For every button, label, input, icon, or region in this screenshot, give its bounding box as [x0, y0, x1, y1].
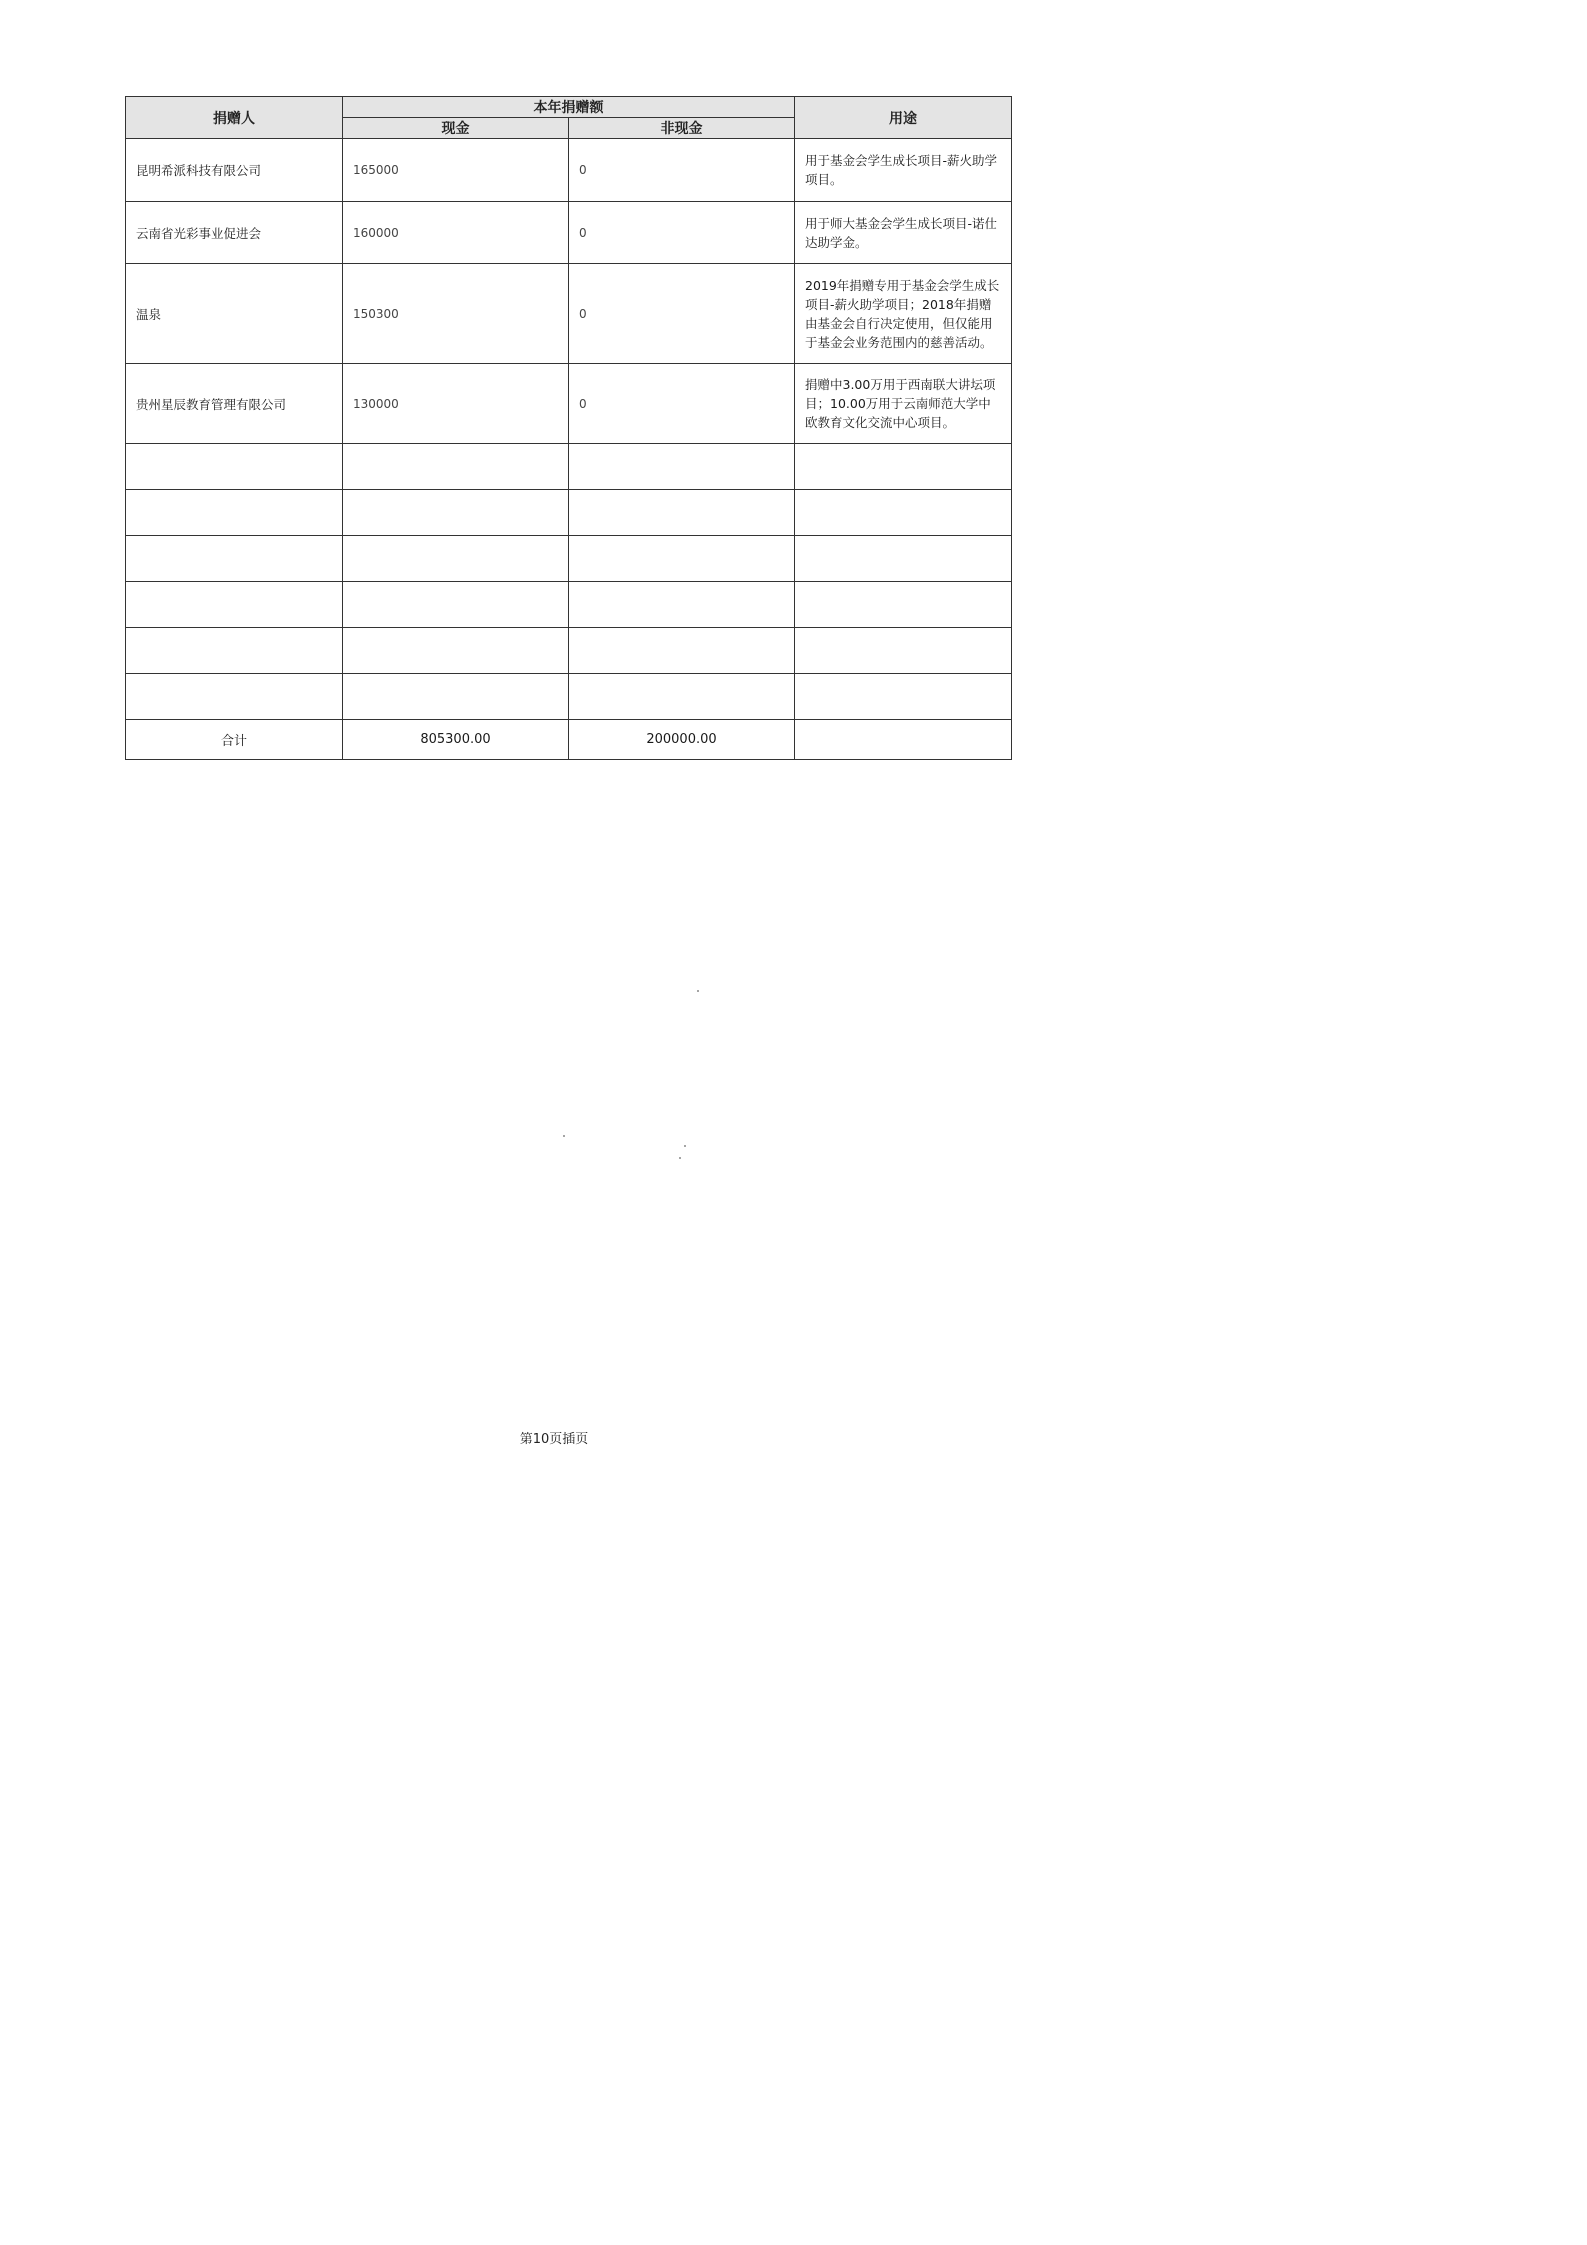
- header-usage: 用途: [795, 97, 1012, 139]
- non-cash-cell: 0: [569, 364, 795, 444]
- total-row: [126, 720, 1012, 760]
- non-cash-cell: 0: [569, 202, 795, 264]
- total-non-cash: 200000.00: [569, 720, 795, 760]
- cash-cell: 150300: [343, 264, 569, 364]
- empty-table-row: [126, 490, 1012, 536]
- non-cash-cell: 0: [569, 264, 795, 364]
- table-row: [126, 139, 1012, 202]
- document-page: [0, 0, 1108, 1568]
- scan-speck: [697, 990, 699, 992]
- donor-cell: 温泉: [126, 264, 343, 364]
- total-usage: [795, 720, 1012, 760]
- empty-table-row: [126, 444, 1012, 490]
- empty-table-row: [126, 536, 1012, 582]
- usage-cell: 用于师大基金会学生成长项目-诺仕达助学金。: [795, 202, 1012, 264]
- table-row: [126, 202, 1012, 264]
- table-row: [126, 364, 1012, 444]
- donation-table: [125, 96, 1012, 760]
- empty-table-row: [126, 628, 1012, 674]
- empty-table-row: [126, 582, 1012, 628]
- table-row: [126, 264, 1012, 364]
- scan-speck: [563, 1135, 565, 1137]
- donor-cell: 云南省光彩事业促进会: [126, 202, 343, 264]
- cash-cell: 130000: [343, 364, 569, 444]
- header-donor: 捐赠人: [126, 97, 343, 139]
- donor-cell: 昆明希派科技有限公司: [126, 139, 343, 202]
- usage-cell: 捐赠中3.00万用于西南联大讲坛项目；10.00万用于云南师范大学中欧教育文化交流中心项目。: [795, 364, 1012, 444]
- cash-cell: 160000: [343, 202, 569, 264]
- page-footer: 第10页插页: [519, 1432, 589, 1447]
- header-cash: 现金: [343, 118, 569, 139]
- usage-cell: 2019年捐赠专用于基金会学生成长项目-薪火助学项目；2018年捐赠由基金会自行决定使用，但仅能用于基金会业务范围内的慈善活动。: [795, 264, 1012, 364]
- cash-cell: 165000: [343, 139, 569, 202]
- non-cash-cell: 0: [569, 139, 795, 202]
- table-header-row: [126, 97, 1012, 118]
- scan-speck: [679, 1157, 681, 1159]
- total-cash: 805300.00: [343, 720, 569, 760]
- scan-speck: [684, 1145, 686, 1147]
- donor-cell: 贵州星辰教育管理有限公司: [126, 364, 343, 444]
- empty-table-row: [126, 674, 1012, 720]
- usage-cell: 用于基金会学生成长项目-薪火助学项目。: [795, 139, 1012, 202]
- header-non-cash: 非现金: [569, 118, 795, 139]
- total-label: 合计: [126, 720, 343, 760]
- header-amount-group: 本年捐赠额: [343, 97, 795, 118]
